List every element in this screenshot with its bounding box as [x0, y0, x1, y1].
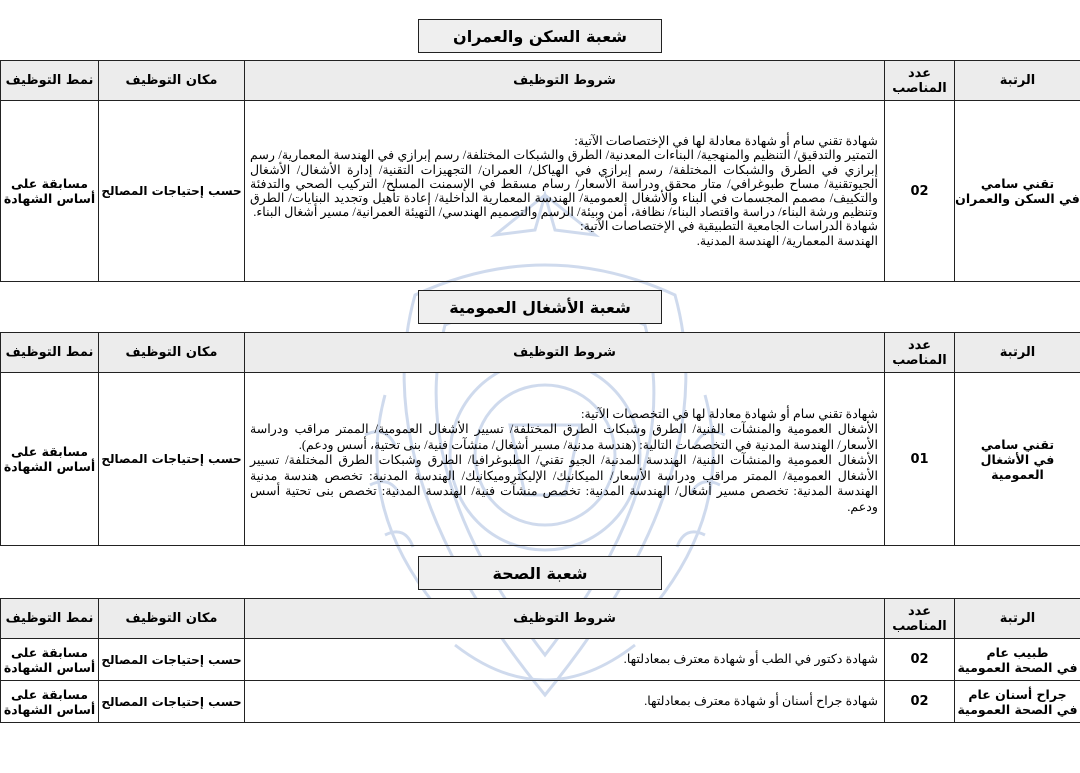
count-cell: 02 — [885, 681, 955, 723]
table-row — [1, 639, 1080, 681]
rank-cell: تقني سامي في السكن والعمران — [955, 101, 1080, 282]
place-cell: حسب إحتياجات المصالح — [99, 373, 245, 546]
mode-cell: مسابقة على أساس الشهادة — [1, 373, 99, 546]
header-rank: الرتبة — [955, 333, 1080, 373]
header-rank: الرتبة — [955, 61, 1080, 101]
place-cell: حسب إحتياجات المصالح — [99, 639, 245, 681]
count-cell: 01 — [885, 373, 955, 546]
jobs-table-housing — [0, 60, 1080, 282]
table-row — [1, 373, 1080, 546]
header-conditions: شروط التوظيف — [245, 599, 885, 639]
conditions-cell: شهادة تقني سام أو شهادة معادلة لها في الإختصاصات الآتية: التمتير والتدقيق/ التنظيم والمنهجية/ البناءات المعدنية/ الطرق والشبكات المختلفة/ رسم إبرازي في الهندسة المعمارية/ رسم إبرازي في الطرق والشبكات المختلفة/ رسم إبرازي في الهياكل/ العمران/ التجهيزات التقنية/ إدارة الأشغال/ الأشغال الجيوتقنية/ مساح طبوغرافي/ متار محقق ودراسة الأسعار/ رسام مسقط في الإسمنت المسلح/ التركيب الصحي والتدفئة والتكييف/ مصمم المجسمات في البناء والأشغال العمومية/ الهندسة المعمارية الداخلية/ إعادة تأهيل وتجديد البنايات/ الطرق وتنظيم ورشة البناء/ دراسة واقتصاد البناء/ نظافة، أمن وبيئة/ الرسم والتصميم الهندسي/ التهيئة العمرانية/ مسير أشغال البناء. شهادة الدراسات الجامعية التطبيقية في الإختصاصات الآتية: الهندسة المعمارية/ الهندسة المدنية. — [245, 101, 885, 282]
rank-cell: جراح أسنان عام في الصحة العمومية — [955, 681, 1080, 723]
mode-cell: مسابقة على أساس الشهادة — [1, 681, 99, 723]
count-cell: 02 — [885, 101, 955, 282]
table-row — [1, 101, 1080, 282]
section-title-health: شعبة الصحة — [418, 556, 662, 590]
mode-cell: مسابقة على أساس الشهادة — [1, 639, 99, 681]
place-cell: حسب إحتياجات المصالح — [99, 101, 245, 282]
header-mode: نمط التوظيف — [1, 61, 99, 101]
count-cell: 02 — [885, 639, 955, 681]
conditions-cell: شهادة تقني سام أو شهادة معادلة لها في التخصصات الآتية: الأشغال العمومية والمنشآت الفنية/ الطرق وشبكات الطرق المختلفة/ تسيير الأشغال العمومية/ الممتر مراقب ودراسة الأسعار/ الهندسة المدنية في التخصصات التالية: (هندسة مدنية/ مسير أشغال/ منشآت فنية/ بنى تحتية، أسس ودعم). الأشغال العمومية والمنشآت الفنية/ الهندسة المدنية/ الجيو تقني/ الطبوغرافيا/ الطرق وشبكات الطرق المختلفة/ تسيير الأشغال العمومية/ الممتر مراقب ودراسة الأسعار/ الميكانيك/ الإليكتروميكانيك/ الهندسة المدنية: تخصص هندسة مدنية الهندسة المدنية: تخصص مسير أشغال/ الهندسة المدنية: تخصص منشآت فنية/ الهندسة المدنية: تخصص بنى تحتية أسس ودعم. — [245, 373, 885, 546]
section-title-housing: شعبة السكن والعمران — [418, 19, 662, 53]
place-cell: حسب إحتياجات المصالح — [99, 681, 245, 723]
rank-cell: تقني سامي في الأشغال العمومية — [955, 373, 1080, 546]
header-count: عدد المناصب — [885, 599, 955, 639]
rank-cell: طبيب عام في الصحة العمومية — [955, 639, 1080, 681]
jobs-table-health — [0, 598, 1080, 723]
header-place: مكان التوظيف — [99, 599, 245, 639]
header-count: عدد المناصب — [885, 333, 955, 373]
header-place: مكان التوظيف — [99, 333, 245, 373]
conditions-cell: شهادة جراح أسنان أو شهادة معترف بمعادلتها. — [245, 681, 885, 723]
conditions-cell: شهادة دكتور في الطب أو شهادة معترف بمعادلتها. — [245, 639, 885, 681]
jobs-table-public-works — [0, 332, 1080, 546]
section-title-public-works: شعبة الأشغال العمومية — [418, 290, 662, 324]
header-mode: نمط التوظيف — [1, 333, 99, 373]
table-row — [1, 681, 1080, 723]
header-conditions: شروط التوظيف — [245, 61, 885, 101]
header-conditions: شروط التوظيف — [245, 333, 885, 373]
header-rank: الرتبة — [955, 599, 1080, 639]
header-count: عدد المناصب — [885, 61, 955, 101]
header-place: مكان التوظيف — [99, 61, 245, 101]
header-mode: نمط التوظيف — [1, 599, 99, 639]
mode-cell: مسابقة على أساس الشهادة — [1, 101, 99, 282]
